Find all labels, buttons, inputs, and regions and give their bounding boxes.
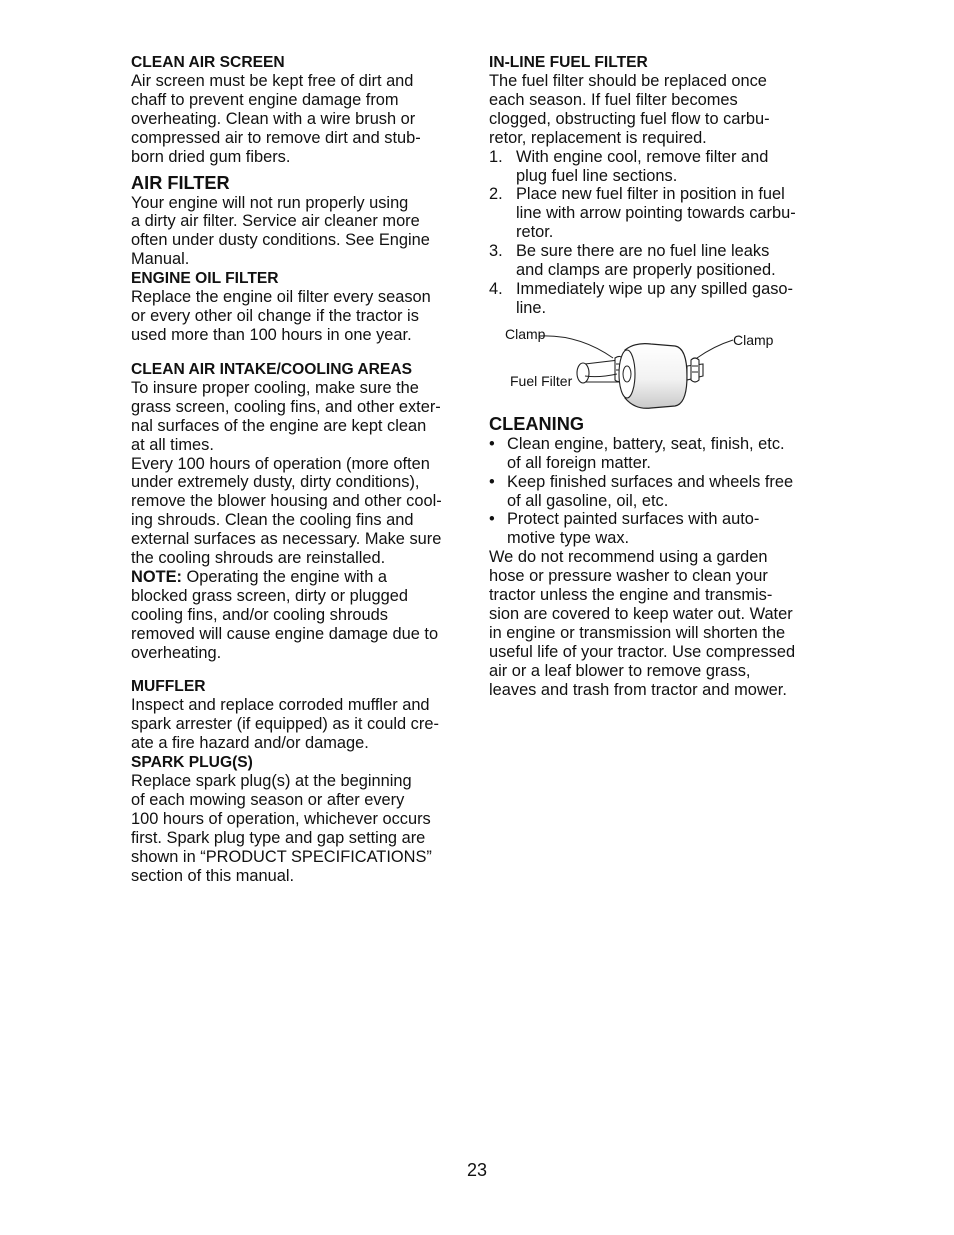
step-number: 3. — [489, 242, 503, 261]
fuel-filter-steps — [489, 148, 829, 318]
bullet-text: Keep finished surfaces and wheels free of all gasoline, oil, etc. — [507, 472, 794, 510]
note-label: NOTE: — [131, 567, 182, 586]
inline-fuel-filter-heading: IN-LINE FUEL FILTER — [489, 54, 648, 71]
step-number: 4. — [489, 279, 503, 298]
list-item — [489, 148, 829, 186]
spark-plugs-text: Replace spark plug(s) at the beginning of each mowing season or after every 100 hours of operation, whichever occurs first. Spark plug type and gap setting are shown in “PRODUCT SPECIFICATIONS” section of this manual. — [131, 772, 432, 885]
inline-fuel-filter-text: The fuel filter should be replaced once each season. If fuel filter becomes clogged, obstructing fuel flow to carbu- retor, replacement is required. — [489, 72, 770, 147]
clean-air-screen-text: Air screen must be kept free of dirt and chaff to prevent engine damage from overheating. Clean with a wire brush or compressed air to remove dirt and stub- born dried gum fibers. — [131, 72, 421, 166]
step-text: Place new fuel filter in position in fuel line with arrow pointing towards carbu- retor. — [516, 185, 796, 242]
list-item — [489, 242, 829, 280]
engine-oil-filter-text: Replace the engine oil filter every season or every other oil change if the tractor is used more than 100 hours in one year. — [131, 288, 431, 344]
bullet-icon: • — [489, 472, 495, 491]
bullet-text: Protect painted surfaces with auto- motive type wax. — [507, 510, 760, 548]
muffler-heading: MUFFLER — [131, 678, 206, 696]
list-item — [489, 185, 829, 242]
clean-air-intake-text-1: To insure proper cooling, make sure the grass screen, cooling fins, and other exter- nal surfaces of the engine are kept clean at all times. — [131, 378, 441, 454]
muffler-text: Inspect and replace corroded muffler and spark arrester (if equipped) as it could cre- ate a fire hazard and/or damage. — [131, 696, 439, 753]
step-number: 2. — [489, 185, 503, 204]
list-item — [489, 473, 829, 511]
clean-air-intake-heading: CLEAN AIR INTAKE/COOLING AREAS — [131, 360, 412, 378]
page-number: 23 — [466, 1160, 488, 1180]
bullet-icon: • — [489, 510, 495, 529]
clean-air-intake-text-2: Every 100 hours of operation (more often under extremely dusty, dirty conditions), remove the blower housing and other cool- ing shrouds. Clean the cooling fins and external surfaces as necessary. Make sure the cooling shrouds are reinstalled. — [131, 454, 442, 568]
list-item — [489, 510, 829, 548]
note-text: Operating the engine with a blocked grass screen, dirty or plugged cooling fins, and/or cooling shrouds removed will cause engine damage due to overheating. — [131, 567, 439, 662]
right-column — [489, 53, 829, 699]
clean-air-screen-heading: CLEAN AIR SCREEN — [131, 54, 285, 71]
step-text: With engine cool, remove filter and plug fuel line sections. — [516, 147, 769, 185]
step-text: Be sure there are no fuel line leaks and clamps are properly positioned. — [516, 242, 776, 280]
fuel-filter-label: Fuel Filter — [510, 372, 573, 389]
list-item — [489, 280, 829, 318]
fuel-filter-figure — [489, 324, 819, 414]
air-filter-text: Your engine will not run properly using a dirty air filter. Service air cleaner more often under dusty conditions. See Engine Manual. — [131, 193, 430, 269]
clamp-label-left: Clamp — [505, 325, 546, 342]
step-text: Immediately wipe up any spilled gaso- line. — [516, 279, 793, 317]
clamp-label-right: Clamp — [733, 331, 774, 348]
step-number: 1. — [489, 147, 503, 166]
list-item — [489, 435, 829, 473]
cleaning-heading: CLEANING — [489, 413, 584, 434]
note-paragraph — [131, 568, 469, 663]
cleaning-text: We do not recommend using a garden hose or pressure washer to clean your tractor unless the engine and transmis- sion are covered to keep water out. Water in engine or transmission will shorten the useful life of your tractor. Use compressed air or a leaf blower to remove grass, leaves and trash from tractor and mower. — [489, 548, 796, 699]
air-filter-heading: AIR FILTER — [131, 172, 230, 193]
left-column — [131, 53, 469, 886]
bullet-icon: • — [489, 434, 495, 453]
cleaning-bullets — [489, 435, 829, 548]
spark-plugs-heading: SPARK PLUG(S) — [131, 754, 253, 772]
bullet-text: Clean engine, battery, seat, finish, etc. of all foreign matter. — [507, 434, 785, 472]
engine-oil-filter-heading: ENGINE OIL FILTER — [131, 270, 279, 288]
